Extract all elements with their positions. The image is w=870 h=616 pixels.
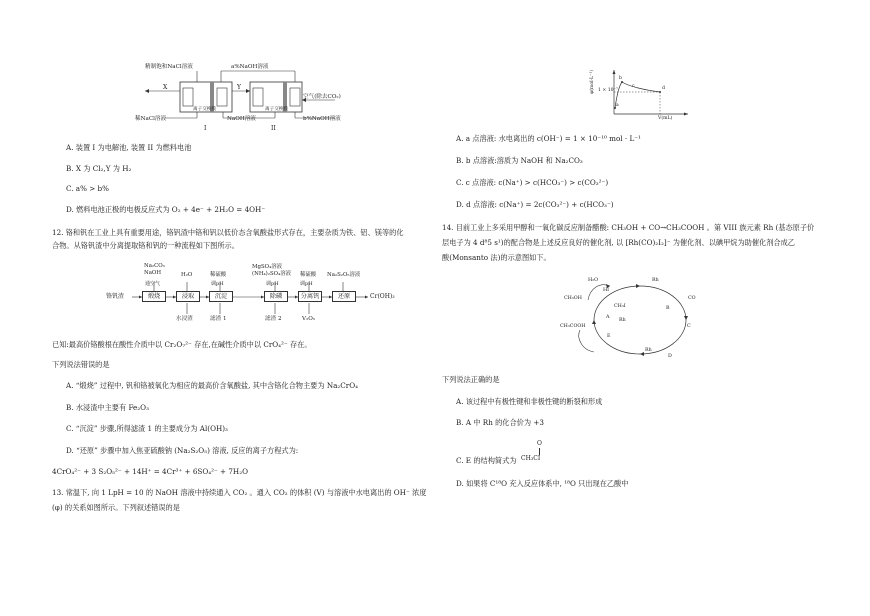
- q12-option-a: A. “煅烧” 过程中, 钒和铬被氧化为相应的最高价含氧酸盐, 其中含铬化合物主要为 Na₂CrO₄: [66, 381, 358, 390]
- q14-label-h2o: H₂O: [588, 278, 599, 283]
- q14-label-ch3i: CH₃I: [614, 304, 626, 309]
- q12-reagent-4: MgSO₄溶液 (NH₄)₂SO₄溶液: [252, 264, 292, 277]
- q12-option-b: B. 水浸渣中主要有 Fe₂O₃: [66, 403, 149, 412]
- q12-residue-1: 水浸渣: [176, 316, 193, 322]
- q13-option-d: D. d 点溶液: c(Na⁺) = 2c(CO₃²⁻) + c(HCO₃⁻): [456, 200, 614, 209]
- q11-membrane-label-2: 离子交换膜: [265, 107, 288, 112]
- q12-reagent-2: H₂O: [181, 272, 193, 278]
- q13-point-c: c: [632, 84, 635, 89]
- q14-stem-line-2: 层电子为 4 d⁸5 s¹)的配合物是上述反应良好的催化剂, 以 [Rh(CO)₂I₂]⁻ 为催化剂、以碘甲烷为助催化剂合成乙: [442, 238, 795, 247]
- q14-label-rh-bottom: Rh: [645, 348, 652, 353]
- q14-label-rh-top: Rh: [652, 278, 659, 283]
- q11-bottom-left: 稀NaCl溶液: [135, 116, 167, 122]
- q12-note-air: 通空气: [145, 281, 161, 287]
- q14-cycle-svg: [560, 268, 710, 368]
- q13-option-c: C. c 点溶液: c(Na⁺) > c(HCO₃⁻) > c(CO₃²⁻): [456, 178, 609, 187]
- q14-label-b: B: [666, 306, 670, 311]
- q12-note-ph-2: 调pH: [266, 281, 279, 287]
- q14-option-c-structure: [521, 440, 551, 468]
- q14-struct-ch3ci: CH₃CI: [521, 455, 541, 462]
- q11-option-c: C. a% > b%: [66, 184, 109, 193]
- q14-label-rh-a: Rh: [619, 318, 626, 323]
- q12-ask: 下列说法错误的是: [52, 360, 110, 369]
- q11-device-1: I: [204, 125, 207, 132]
- q12-stem-line-2: 合物。从铬钒渣中分离提取铬和钒的一种流程如下图所示。: [52, 241, 239, 250]
- q12-residue-3: 滤渣 2: [265, 316, 282, 322]
- q14-option-d: D. 如果将 C¹⁸O 充入反应体系中, ¹⁸O 只出现在乙酸中: [456, 479, 629, 488]
- q14-label-e: E: [607, 334, 611, 339]
- q12-note: 已知:最高价铬酸根在酸性介质中以 Cr₂O₇²⁻ 存在,在碱性介质中以 CrO₄²⁻ 存在。: [52, 340, 312, 349]
- q12-step-dephosphorize: 除磷: [264, 291, 288, 302]
- q14-label-ch3oh: CH₃OH: [564, 296, 582, 301]
- q12-step-leach: 浸取: [176, 291, 200, 302]
- q13-point-b: b: [619, 76, 622, 81]
- q12-step-separate-v: 分离钒: [298, 291, 322, 302]
- q14-ask: 下列说法正确的是: [442, 375, 500, 384]
- q12-reagent-1: Na₂CO₃ NaOH: [144, 263, 165, 276]
- q14-option-c: C. E 的结构简式为: [456, 456, 517, 465]
- q13-stem-line-2: (φ) 的关系如图所示。下列叙述错误的是: [52, 503, 180, 512]
- q13-stem-line-1: 13. 常温下, 向 1 LpH = 10 的 NaOH 溶液中持续通入 CO₂ 。通入 CO₂ 的体积 (V) 与溶液中水电离出的 OH⁻ 浓度: [52, 488, 427, 497]
- q12-step-reduce: 还原: [332, 291, 356, 302]
- q12-reagent-3: 稀硫酸: [210, 272, 227, 278]
- q14-label-c: C: [687, 324, 691, 329]
- q12-equation: 4CrO₄²⁻ + 3 S₂O₅²⁻ + 14H⁺ = 4Cr³⁺ + 6SO₄²⁻ + 7H₂O: [52, 467, 248, 476]
- q14-cycle: [560, 268, 710, 368]
- q12-option-c: C. “沉淀” 步骤,所得滤渣 1 的主要成分为 Al(OH)₃: [66, 424, 228, 433]
- q12-reagent-5: 稀硫酸: [300, 272, 317, 278]
- q12-note-ph-1: 调pH: [211, 281, 224, 287]
- q14-struct-o: O: [537, 440, 542, 447]
- q13-y-tick: 1 × 10⁻⁷: [598, 88, 618, 93]
- q13-ylabel: φ(mol·L⁻¹): [590, 69, 595, 94]
- q12-flow-start: 铬钒渣: [106, 293, 125, 300]
- q11-bottom-right: b%NaOH溶液: [303, 116, 341, 122]
- q13-xlabel: V(mL): [658, 116, 673, 121]
- q11-x-label: X: [163, 84, 168, 91]
- q12-stem-line-1: 12. 铬和钒在工业上具有重要用途，铬钒渣中铬和钒以低价态含氧酸盐形式存在，主要杂质为铁、铝、镁等的化: [52, 228, 404, 237]
- q14-label-co: CO: [688, 296, 696, 301]
- q14-label-a: A: [606, 315, 610, 320]
- q14-label-hi: HI: [603, 288, 610, 293]
- q11-membrane-label-1: 离子交换膜: [193, 107, 216, 112]
- q13-graph: [588, 64, 698, 122]
- q11-bottom-mid: NaOH溶液: [227, 116, 256, 122]
- q13-option-b: B. b 点溶液:溶质为 NaOH 和 Na₂CO₃: [456, 156, 583, 165]
- q11-option-d: D. 燃料电池正极的电极反应式为 O₂ + 4e⁻ + 2H₂O = 4OH⁻: [66, 205, 266, 214]
- q11-top-label-right: a%NaOH溶液: [231, 64, 269, 70]
- q12-option-d: D. “还原” 步骤中加入焦亚硫酸钠 (Na₂S₂O₅) 溶液, 反应的离子方程式为:: [66, 446, 299, 455]
- q12-note-ph-3: 调pH: [300, 281, 313, 287]
- q11-y-label: Y: [237, 84, 241, 91]
- q12-flow-end: Cr(OH)₃: [370, 293, 395, 300]
- q11-air-label: 空气(除去CO₂): [303, 94, 341, 100]
- q11-top-label-left: 精制饱和NaCl溶液: [145, 64, 193, 70]
- q12-residue-4: V₂O₅: [302, 316, 316, 322]
- q14-label-d: D: [668, 354, 672, 359]
- q11-diagram: [135, 64, 365, 134]
- q12-flowchart: [106, 262, 395, 330]
- q13-point-a: a: [616, 103, 619, 108]
- q14-option-a: A. 该过程中有极性键和非极性键的断裂和形成: [456, 397, 603, 406]
- q12-step-precipitate: 沉淀: [209, 291, 233, 302]
- q12-reagent-6: Na₂S₂O₅溶液: [327, 272, 361, 278]
- q11-option-b: B. X 为 Cl₂,Y 为 H₂: [66, 164, 132, 173]
- q11-option-a: A. 装置 I 为电解池, 装置 II 为燃料电池: [66, 143, 192, 152]
- q14-struct-bond: [539, 448, 540, 455]
- q11-device-2: II: [271, 125, 276, 132]
- q13-point-d: d: [662, 86, 665, 91]
- q14-stem-line-3: 酸(Monsanto 法)的示意图如下。: [442, 253, 551, 262]
- q14-stem-line-1: 14. 目前工业上多采用甲醇和一氧化碳反应制备醋酸: CH₃OH + CO→CH₃COOH 。第 VIII 族元素 Rh (基态原子价: [442, 223, 815, 232]
- q12-residue-2: 滤渣 1: [210, 316, 227, 322]
- q12-step-calcine: 煅烧: [142, 291, 166, 302]
- q14-label-ch3cooh: CH₃COOH: [560, 324, 586, 329]
- q14-option-b: B. A 中 Rh 的化合价为 +3: [456, 418, 544, 427]
- q13-option-a: A. a 点溶液: 水电离出的 c(OH⁻) = 1 × 10⁻¹⁰ mol · L⁻¹: [456, 134, 641, 143]
